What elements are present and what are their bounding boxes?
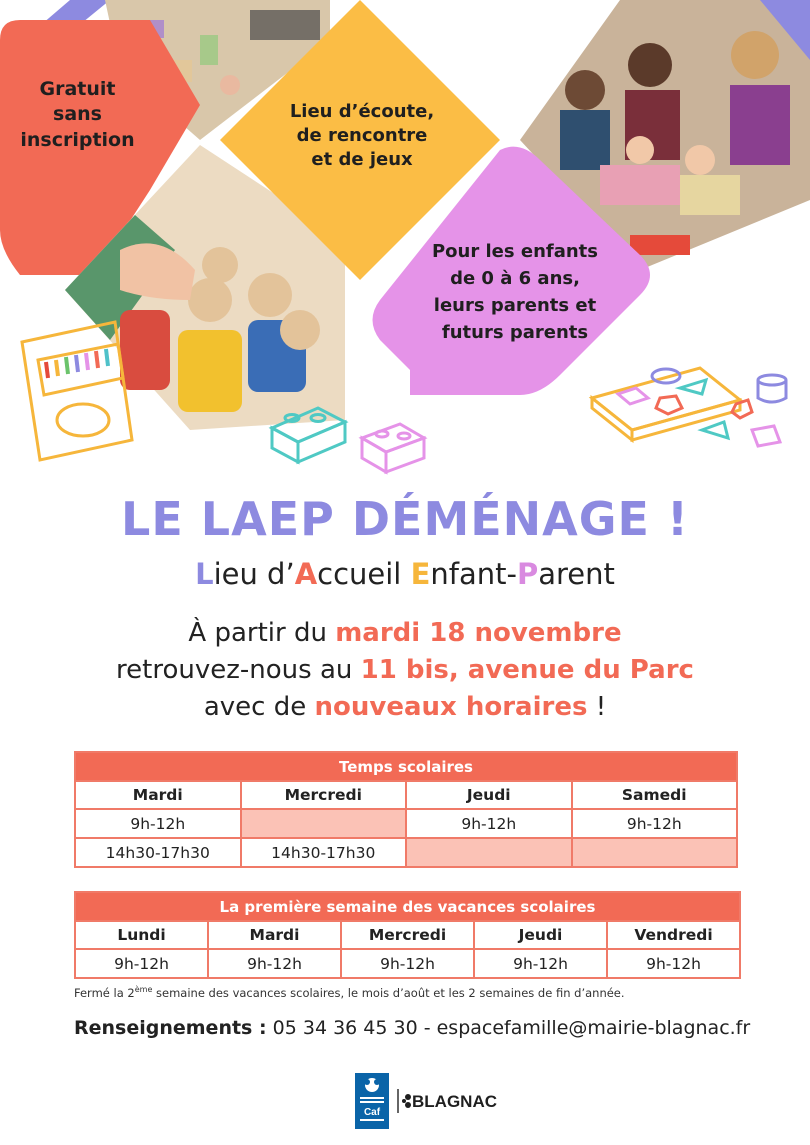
- note-text: Fermé la 2: [74, 985, 135, 1000]
- time-cell: 14h30-17h30: [241, 838, 407, 867]
- tag-place-line: Lieu d’écoute,: [289, 101, 435, 122]
- tag-place-line: et de jeux: [311, 148, 413, 170]
- time-cell: 9h-12h: [341, 949, 474, 978]
- tag-audience-line: de 0 à 6 ans,: [450, 268, 580, 289]
- time-cell-empty: [572, 838, 738, 867]
- table-caption: La première semaine des vacances scolaires: [75, 892, 740, 921]
- shape-sorter-icon: [592, 368, 786, 446]
- announce-hours: nouveaux horaires: [314, 692, 588, 722]
- time-cell-empty: [406, 838, 572, 867]
- tag-free-text: [10, 77, 145, 153]
- announcement-line-date: [0, 615, 810, 652]
- tag-audience-text: [405, 238, 625, 346]
- time-cell: 9h-12h: [75, 809, 241, 838]
- day-header: Mardi: [208, 921, 341, 949]
- time-cell: 9h-12h: [607, 949, 740, 978]
- announcement-line-hours: [0, 689, 810, 726]
- day-header: Jeudi: [406, 781, 572, 809]
- announcement-line-address: [0, 652, 810, 689]
- closure-note: [74, 985, 625, 1000]
- subtitle-letter-p: P: [516, 557, 539, 591]
- page-title: LE LAEP DÉMÉNAGE !: [121, 492, 689, 546]
- day-header: Jeudi: [474, 921, 607, 949]
- blagnac-logo-icon: [402, 1094, 411, 1108]
- subtitle-text: nfant-: [430, 557, 517, 591]
- tag-audience-line: Pour les enfants: [431, 241, 598, 262]
- day-header: Samedi: [572, 781, 738, 809]
- day-header: Vendredi: [607, 921, 740, 949]
- note-text: semaine des vacances scolaires, le mois d’août et les 2 semaines de fin d’année.: [152, 985, 625, 1000]
- announce-text: retrouvez-nous au: [116, 655, 361, 685]
- contact-details: 05 34 36 45 30 - espacefamille@mairie-blagnac.fr: [266, 1017, 751, 1039]
- time-cell: 14h30-17h30: [75, 838, 241, 867]
- subtitle-text: arent: [538, 557, 615, 591]
- partner-logos: [355, 1073, 505, 1129]
- time-cell: 9h-12h: [572, 809, 738, 838]
- day-header: Mardi: [75, 781, 241, 809]
- tag-audience-line: leurs parents et: [433, 295, 597, 316]
- tag-free-line: inscription: [20, 128, 135, 151]
- announce-text: !: [587, 692, 607, 722]
- holiday-schedule-table: [74, 891, 741, 979]
- day-header: Lundi: [75, 921, 208, 949]
- caf-logo-label: Caf: [363, 1107, 381, 1118]
- school-schedule-table: [74, 751, 738, 868]
- announce-text: À partir du: [188, 618, 336, 648]
- announce-address: 11 bis, avenue du Parc: [360, 655, 694, 685]
- announcement: [0, 615, 810, 726]
- time-cell: 9h-12h: [406, 809, 572, 838]
- subtitle-text: ieu d’: [213, 557, 295, 591]
- contact-info: [74, 1017, 750, 1039]
- logos-graphic: [355, 1073, 505, 1129]
- announce-date: mardi 18 novembre: [335, 618, 622, 648]
- day-header: Mercredi: [341, 921, 474, 949]
- time-cell: 9h-12h: [75, 949, 208, 978]
- header-collage: [0, 0, 810, 480]
- page-subtitle: [0, 557, 810, 591]
- tag-free-line: Gratuit: [39, 78, 116, 100]
- subtitle-letter-l: L: [195, 557, 214, 591]
- blagnac-logo-text: BLAGNAC: [412, 1092, 497, 1111]
- time-cell-empty: [241, 809, 407, 838]
- subtitle-letter-e: E: [410, 557, 431, 591]
- contact-label: Renseignements :: [74, 1017, 267, 1039]
- table-caption: Temps scolaires: [75, 752, 737, 781]
- tag-audience-line: futurs parents: [441, 322, 589, 343]
- announce-text: avec de: [203, 692, 315, 722]
- time-cell: 9h-12h: [208, 949, 341, 978]
- tag-place-line: de rencontre: [296, 124, 428, 146]
- time-cell: 9h-12h: [474, 949, 607, 978]
- subtitle-text: ccueil: [317, 557, 411, 591]
- note-sup: ème: [134, 985, 153, 994]
- tag-free-line: sans: [53, 103, 102, 126]
- tag-place-text: [262, 100, 462, 172]
- subtitle-letter-a: A: [294, 557, 318, 591]
- day-header: Mercredi: [241, 781, 407, 809]
- brick-icon-pink: [362, 424, 424, 472]
